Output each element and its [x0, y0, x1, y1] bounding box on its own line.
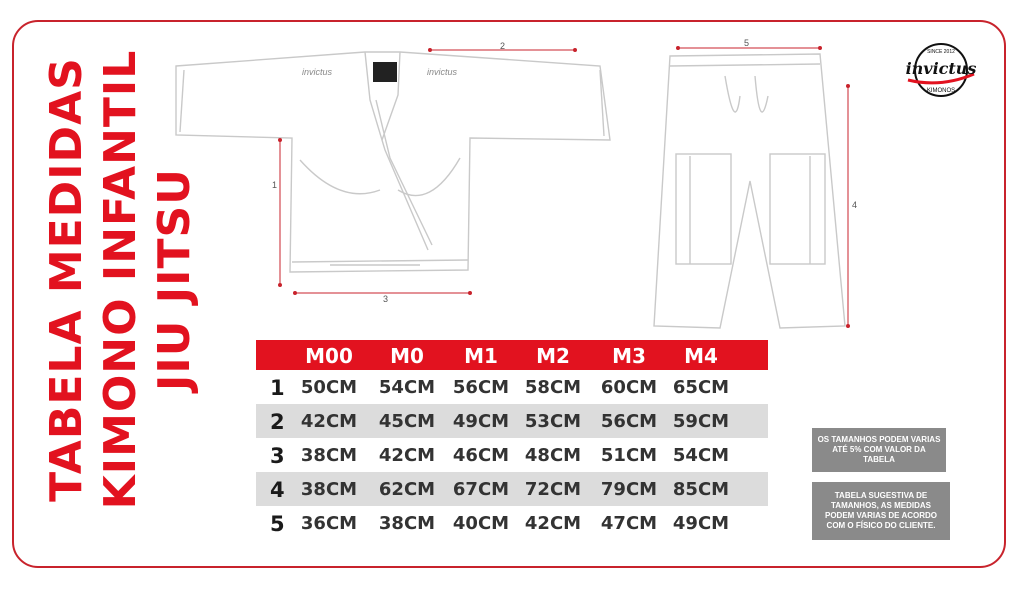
col-header-m4: M4	[684, 344, 718, 368]
table-cell: 62CM	[378, 479, 436, 500]
table-cell: 42CM	[524, 513, 582, 534]
table-cell: 59CM	[672, 411, 730, 432]
table-cell: 40CM	[452, 513, 510, 534]
row-label: 2	[270, 410, 285, 434]
table-cell: 51CM	[600, 445, 658, 466]
table-cell: 50CM	[300, 377, 358, 398]
tolerance-note: OS TAMANHOS PODEM VARIAS ATÉ 5% COM VALOR DA TABELA	[812, 428, 946, 472]
table-cell: 48CM	[524, 445, 582, 466]
size-table-header	[256, 340, 768, 370]
table-cell: 49CM	[672, 513, 730, 534]
logo-brand-text: invictus	[905, 59, 977, 78]
title-line-3: JIU JITSU	[149, 168, 200, 391]
table-cell: 38CM	[378, 513, 436, 534]
col-header-m1: M1	[464, 344, 498, 368]
table-cell: 42CM	[378, 445, 436, 466]
col-header-m0: M0	[390, 344, 424, 368]
measure-label-3: 3	[383, 294, 389, 304]
table-cell: 49CM	[452, 411, 510, 432]
gi-jacket-illustration	[170, 40, 620, 305]
table-cell: 67CM	[452, 479, 510, 500]
table-row	[256, 370, 768, 404]
table-row	[256, 506, 768, 540]
suggestive-note: TABELA SUGESTIVA DE TAMANHOS, AS MEDIDAS PODEM VARIAS DE ACORDO COM O FÍSICO DO CLIENTE.	[812, 482, 950, 540]
table-cell: 38CM	[300, 479, 358, 500]
col-header-m2: M2	[536, 344, 570, 368]
title-line-1: TABELA MEDIDAS	[41, 57, 92, 502]
measure-label-4: 4	[852, 200, 858, 210]
size-table	[256, 340, 768, 540]
row-label: 1	[270, 376, 285, 400]
table-cell: 54CM	[672, 445, 730, 466]
col-header-m3: M3	[612, 344, 646, 368]
row-label: 4	[270, 478, 285, 502]
table-cell: 72CM	[524, 479, 582, 500]
measure-label-2: 2	[500, 41, 506, 51]
table-cell: 54CM	[378, 377, 436, 398]
title-line-2: KIMONO INFANTIL	[95, 49, 146, 510]
brand-logo	[898, 40, 984, 100]
table-row	[256, 438, 768, 472]
logo-top-text: SINCE 2012	[927, 49, 955, 55]
table-cell: 45CM	[378, 411, 436, 432]
measure-label-1: 1	[272, 180, 278, 190]
table-cell: 85CM	[672, 479, 730, 500]
table-cell: 47CM	[600, 513, 658, 534]
gi-brand-left: invictus	[302, 67, 333, 77]
gi-brand-right: invictus	[427, 67, 458, 77]
row-label: 3	[270, 444, 285, 468]
table-row	[256, 404, 768, 438]
table-cell: 53CM	[524, 411, 582, 432]
measure-label-5: 5	[744, 38, 750, 48]
row-label: 5	[270, 512, 285, 536]
gi-collar-patch	[373, 62, 397, 82]
table-cell: 56CM	[452, 377, 510, 398]
table-cell: 46CM	[452, 445, 510, 466]
table-cell: 56CM	[600, 411, 658, 432]
table-cell: 36CM	[300, 513, 358, 534]
table-cell: 60CM	[600, 377, 658, 398]
table-cell: 79CM	[600, 479, 658, 500]
logo-bottom-text: KIMONOS	[926, 88, 956, 94]
table-cell: 58CM	[524, 377, 582, 398]
table-row	[256, 472, 768, 506]
table-cell: 65CM	[672, 377, 730, 398]
table-cell: 38CM	[300, 445, 358, 466]
table-cell: 42CM	[300, 411, 358, 432]
col-header-m00: M00	[305, 344, 353, 368]
gi-pants-illustration	[640, 36, 870, 336]
